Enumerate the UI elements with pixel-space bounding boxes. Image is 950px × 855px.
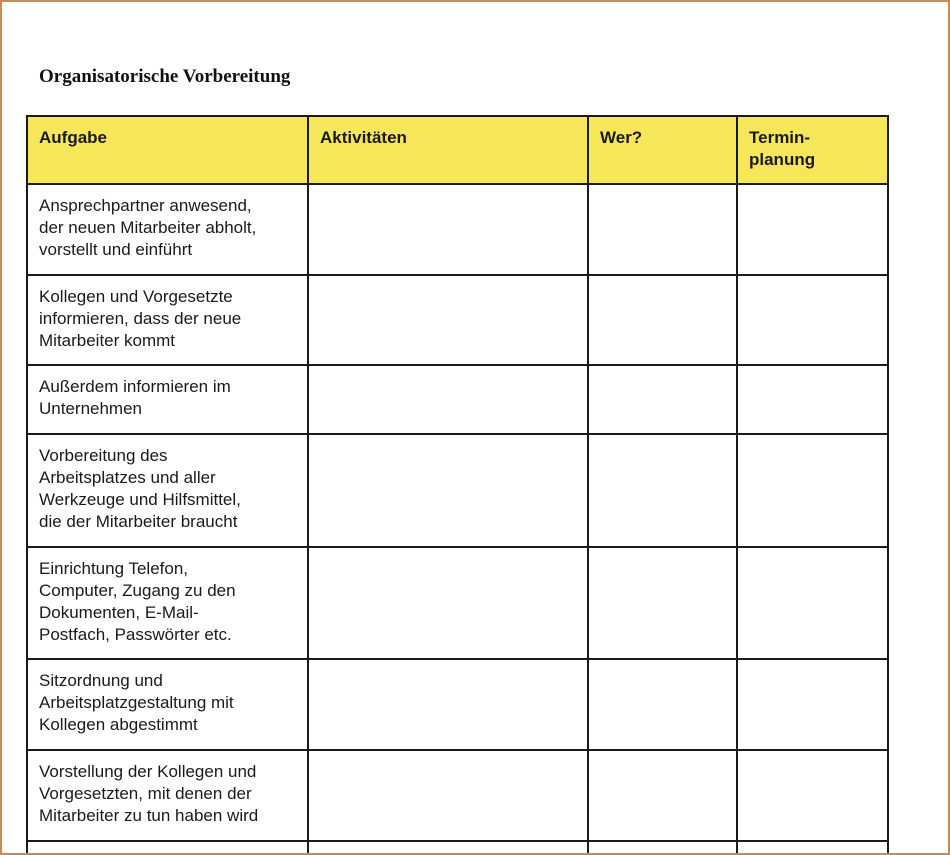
cell-wer[interactable] — [588, 750, 737, 841]
cell-terminplanung[interactable] — [737, 547, 888, 659]
preparation-table — [26, 115, 889, 855]
table-row — [27, 841, 888, 855]
header-aktivitaeten: Aktivitäten — [308, 116, 588, 184]
cell-aktivitaeten[interactable] — [308, 184, 588, 275]
cell-terminplanung[interactable] — [737, 750, 888, 841]
page-title: Organisatorische Vorbereitung — [39, 66, 291, 87]
table-row — [27, 434, 888, 547]
cell-wer[interactable] — [588, 659, 737, 750]
cell-aktivitaeten[interactable] — [308, 275, 588, 365]
cell-terminplanung[interactable] — [737, 434, 888, 547]
table-header-row — [27, 116, 888, 184]
cell-wer[interactable] — [588, 841, 737, 855]
table-row — [27, 184, 888, 275]
cell-aufgabe: Einrichtung Telefon, Computer, Zugang zu den Dokumenten, E-Mail- Postfach, Passwörter etc. — [27, 547, 308, 659]
cell-aktivitaeten[interactable] — [308, 841, 588, 855]
cell-wer[interactable] — [588, 434, 737, 547]
cell-aufgabe: Vorstellung der Kollegen und Vorgesetzten, mit denen der Mitarbeiter zu tun haben wird — [27, 750, 308, 841]
table-row — [27, 659, 888, 750]
cell-terminplanung[interactable] — [737, 184, 888, 275]
cell-aktivitaeten[interactable] — [308, 365, 588, 434]
cell-wer[interactable] — [588, 365, 737, 434]
header-aufgabe: Aufgabe — [27, 116, 308, 184]
cell-aktivitaeten[interactable] — [308, 547, 588, 659]
cell-aufgabe: Außerdem informieren im Unternehmen — [27, 365, 308, 434]
cell-aktivitaeten[interactable] — [308, 659, 588, 750]
cell-terminplanung[interactable] — [737, 659, 888, 750]
table-row — [27, 547, 888, 659]
cell-aufgabe: Vorbereitung des Arbeitsplatzes und aller Werkzeuge und Hilfsmittel, die der Mitarbeiter braucht — [27, 434, 308, 547]
cell-terminplanung[interactable] — [737, 365, 888, 434]
cell-terminplanung[interactable] — [737, 275, 888, 365]
table-row — [27, 750, 888, 841]
cell-wer[interactable] — [588, 184, 737, 275]
header-wer: Wer? — [588, 116, 737, 184]
cell-aufgabe: Kollegen und Vorgesetzte informieren, dass der neue Mitarbeiter kommt — [27, 275, 308, 365]
cell-wer[interactable] — [588, 275, 737, 365]
table-row — [27, 275, 888, 365]
header-terminplanung: Termin- planung — [737, 116, 888, 184]
table-row — [27, 365, 888, 434]
cell-aufgabe: Sitzordnung und Arbeitsplatzgestaltung mit Kollegen abgestimmt — [27, 659, 308, 750]
cell-aufgabe[interactable] — [27, 841, 308, 855]
cell-wer[interactable] — [588, 547, 737, 659]
cell-terminplanung[interactable] — [737, 841, 888, 855]
cell-aktivitaeten[interactable] — [308, 434, 588, 547]
cell-aktivitaeten[interactable] — [308, 750, 588, 841]
cell-aufgabe: Ansprechpartner anwesend, der neuen Mitarbeiter abholt, vorstellt und einführt — [27, 184, 308, 275]
